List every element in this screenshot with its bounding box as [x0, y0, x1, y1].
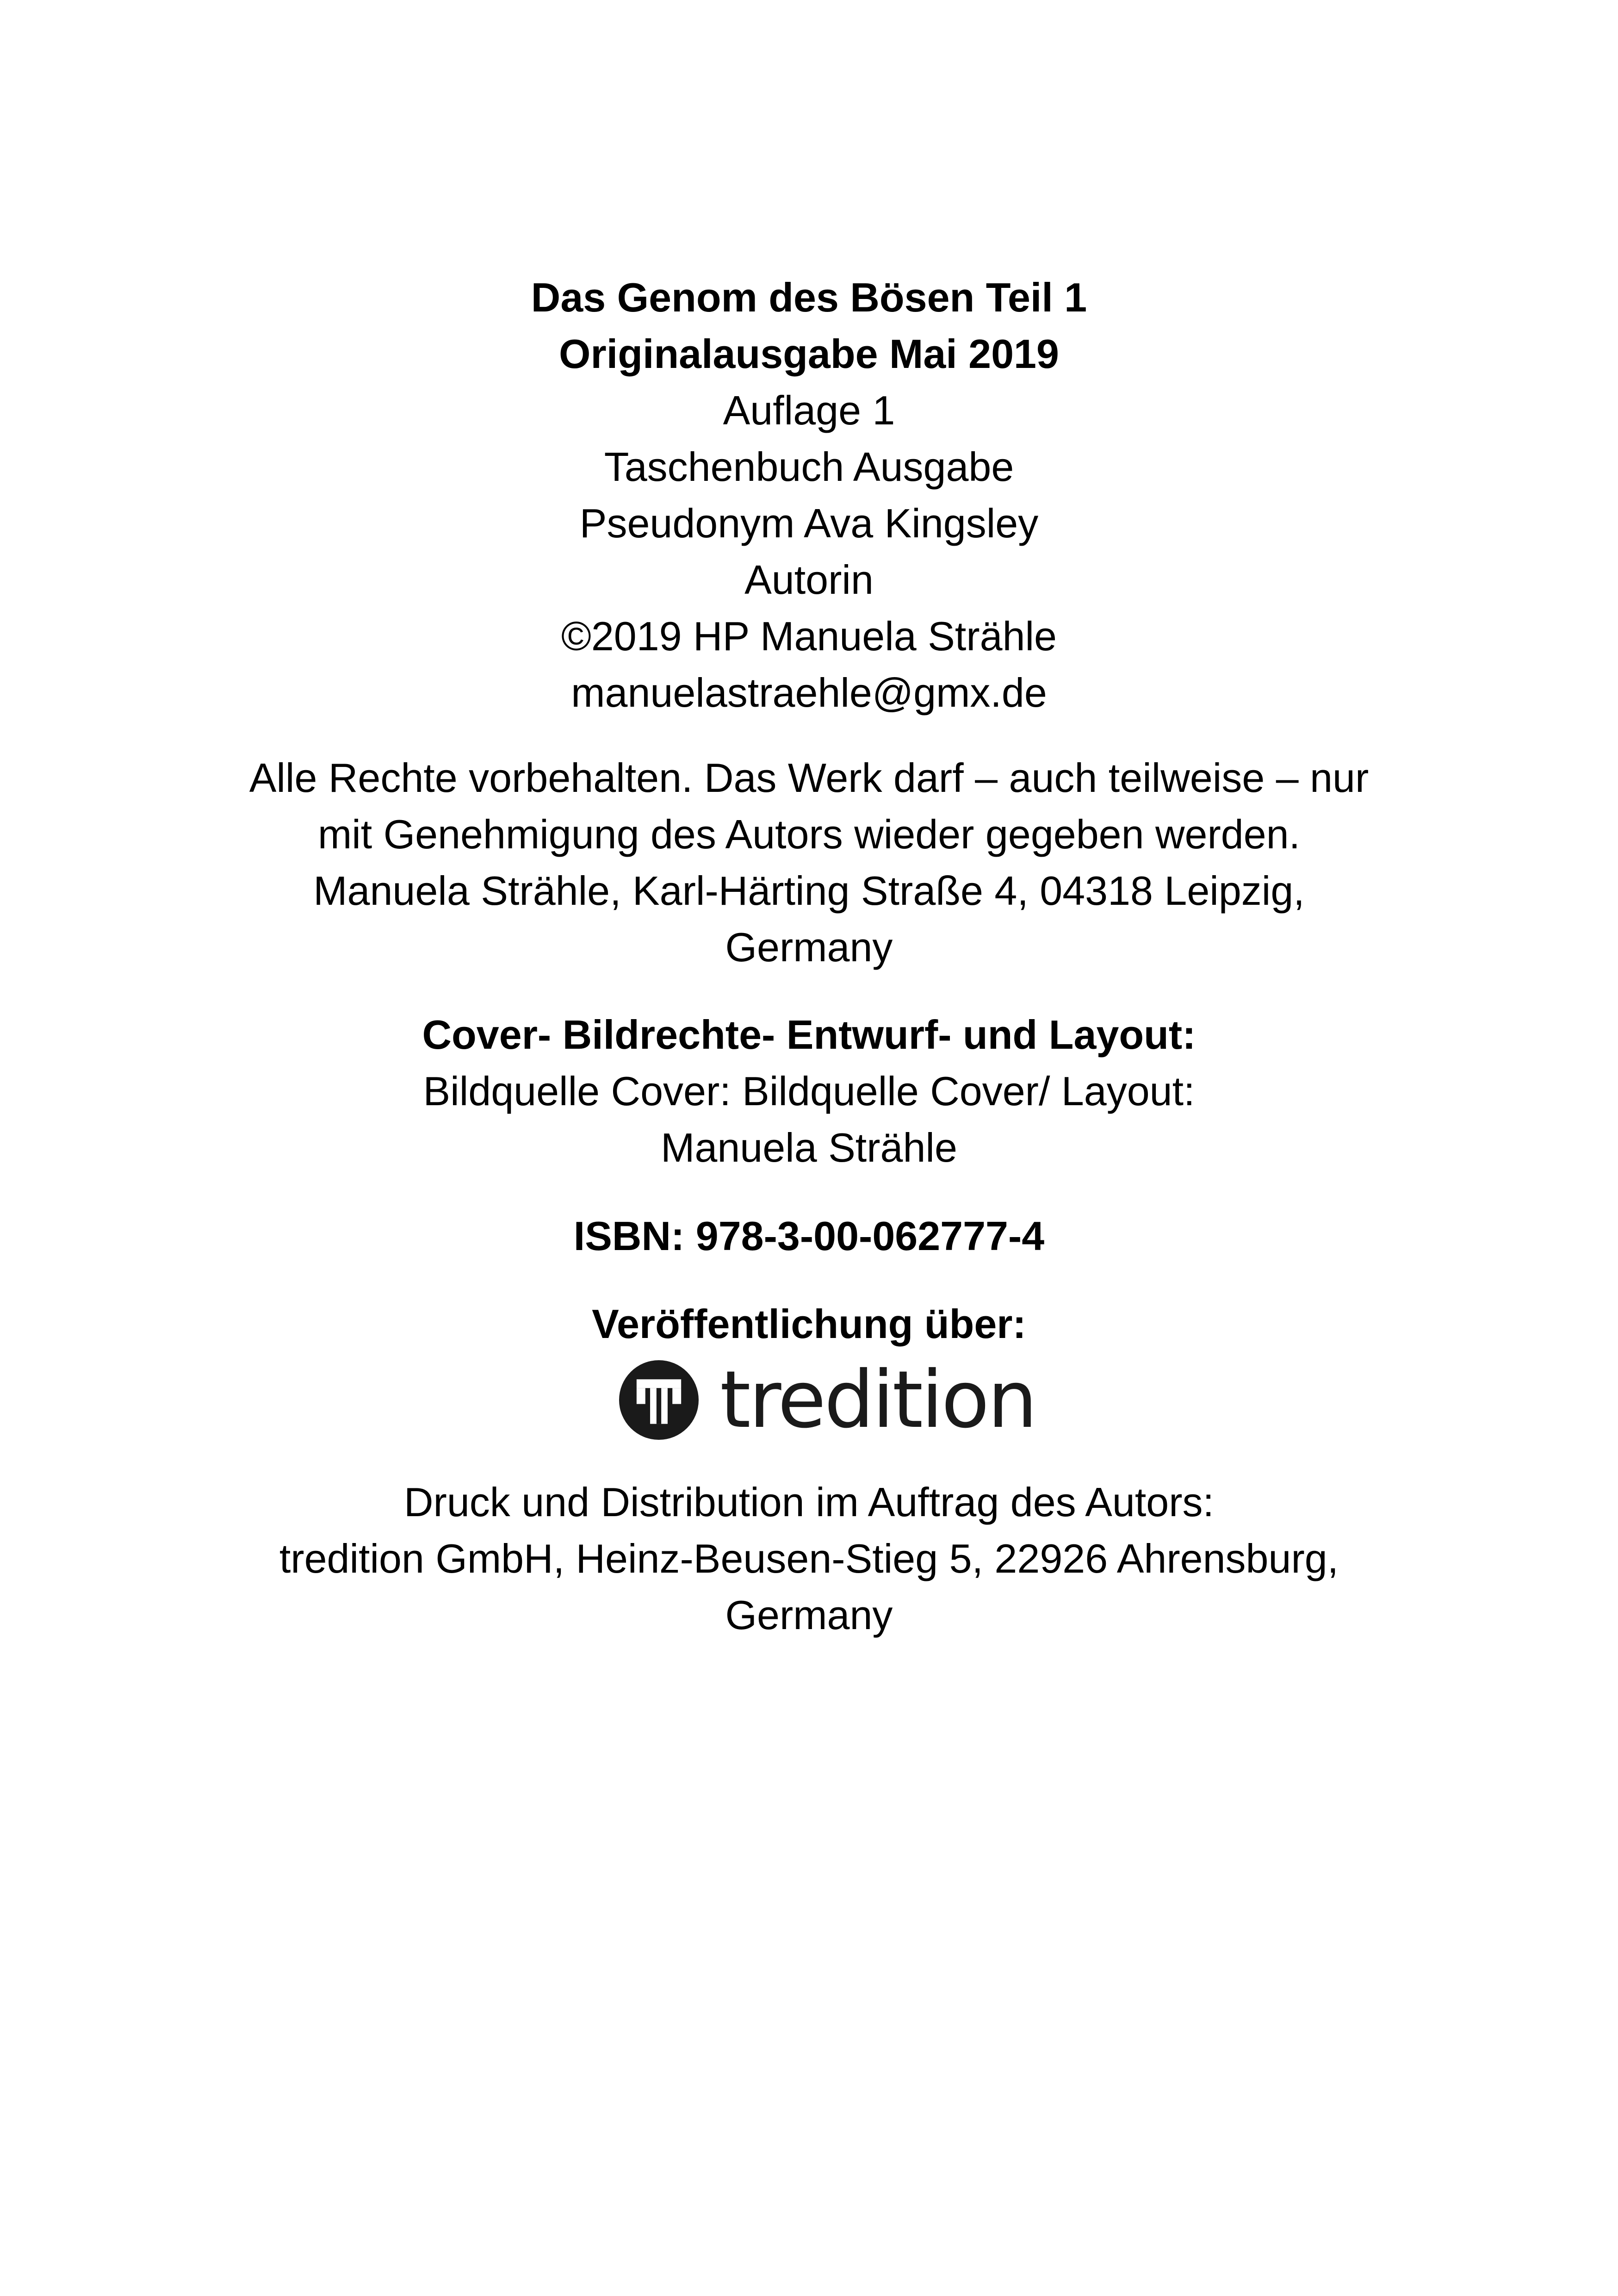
cover-credits	[0, 1007, 1618, 1176]
imprint-info-block	[0, 269, 1618, 721]
cover-source-line: Bildquelle Cover: Bildquelle Cover/ Layout:	[423, 1068, 1195, 1114]
pseudonym-line: Pseudonym Ava Kingsley	[579, 500, 1039, 546]
address-line: Manuela Strähle, Karl-Härting Straße 4, 04318 Leipzig,	[313, 868, 1305, 914]
cover-author-line: Manuela Strähle	[661, 1125, 957, 1170]
book-title: Das Genom des Bösen Teil 1	[531, 274, 1087, 320]
rights-line: Alle Rechte vorbehalten. Das Werk darf – auch teilweise – nur	[249, 755, 1369, 801]
rights-line: mit Genehmigung des Autors wieder gegeben werden.	[317, 811, 1301, 857]
publishing-block	[0, 1296, 1618, 1352]
publishing-heading: Veröffentlichung über:	[592, 1301, 1026, 1347]
format-line: Taschenbuch Ausgabe	[604, 444, 1014, 490]
role-line: Autorin	[744, 557, 874, 603]
print-run-line: Auflage 1	[723, 387, 895, 433]
email-line: manuelastraehle@gmx.de	[571, 670, 1047, 716]
tredition-logo-text: tredition	[720, 1354, 1036, 1446]
distribution-block	[0, 1474, 1618, 1643]
isbn-line: ISBN: 978-3-00-062777-4	[573, 1213, 1045, 1259]
copyright-line: ©2019 HP Manuela Strähle	[561, 613, 1057, 659]
isbn-block	[0, 1208, 1618, 1264]
country-line: Germany	[725, 924, 893, 970]
publisher-address-line: tredition GmbH, Heinz-Beusen-Stieg 5, 22926 Ahrensburg,	[279, 1536, 1339, 1581]
tredition-logo	[619, 1354, 1036, 1446]
distribution-line: Druck und Distribution im Auftrag des Autors:	[403, 1479, 1215, 1525]
edition-line: Originalausgabe Mai 2019	[559, 331, 1059, 377]
rights-notice	[0, 750, 1618, 976]
publisher-country-line: Germany	[725, 1592, 893, 1638]
tredition-logo-icon	[619, 1360, 699, 1440]
cover-credits-heading: Cover- Bildrechte- Entwurf- und Layout:	[422, 1012, 1196, 1058]
